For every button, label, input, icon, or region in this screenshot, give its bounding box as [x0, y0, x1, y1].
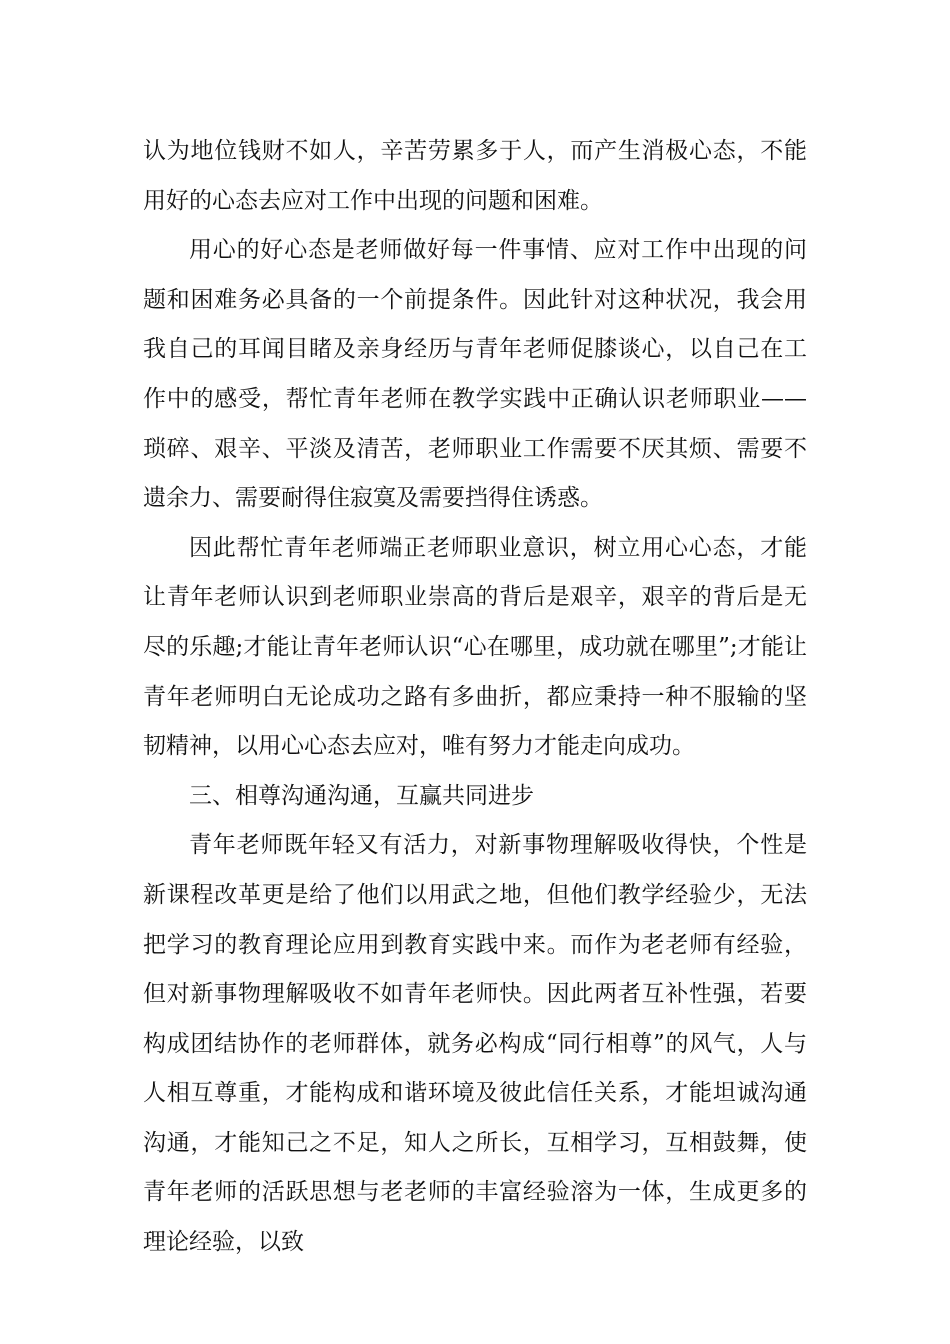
paragraph-continuation: 认为地位钱财不如人，辛苦劳累多于人，而产生消极心态，不能用好的心态去应对工作中出现的问题和困难。 — [143, 138, 807, 214]
paragraph-mutual-respect: 青年老师既年轻又有活力，对新事物理解吸收得快，个性是新课程改革更是给了他们以用武之地，但他们教学经验少，无法把学习的教育理论应用到教育实践中来。而作为老老师有经验，但对新事物理解吸收不如青年老师快。因此两者互补性强，若要构成团结协作的老师群体，就务必构成“同行相尊”的风气，人与人相互尊重，才能构成和谐环境及彼此信任关系，才能坦诚沟通沟通，才能知己之不足，知人之所长，互相学习，互相鼓舞，使青年老师的活跃思想与老老师的丰富经验溶为一体，生成更多的理论经验，以致 — [143, 832, 807, 1256]
paragraph-professional-awareness: 因此帮忙青年老师端正老师职业意识，树立用心心态，才能让青年老师认识到老师职业崇高的背后是艰辛，艰辛的背后是无尽的乐趣;才能让青年老师认识“心在哪里，成功就在哪里”;才能让青年老师明白无论成功之路有多曲折，都应秉持一种不服输的坚韧精神，以用心心态去应对，唯有努力才能走向成功。 — [143, 534, 807, 760]
section-heading-three: 三、相尊沟通沟通，互赢共同进步 — [189, 782, 534, 809]
paragraph-positive-attitude: 用心的好心态是老师做好每一件事情、应对工作中出现的问题和困难务必具备的一个前提条件。因此针对这种状况，我会用我自己的耳闻目睹及亲身经历与青年老师促膝谈心，以自己在工作中的感受，帮忙青年老师在教学实践中正确认识老师职业——琐碎、艰辛、平淡及清苦，老师职业工作需要不厌其烦、需要不遗余力、需要耐得住寂寞及需要挡得住诱惑。 — [143, 237, 807, 512]
document-body — [143, 127, 807, 1268]
